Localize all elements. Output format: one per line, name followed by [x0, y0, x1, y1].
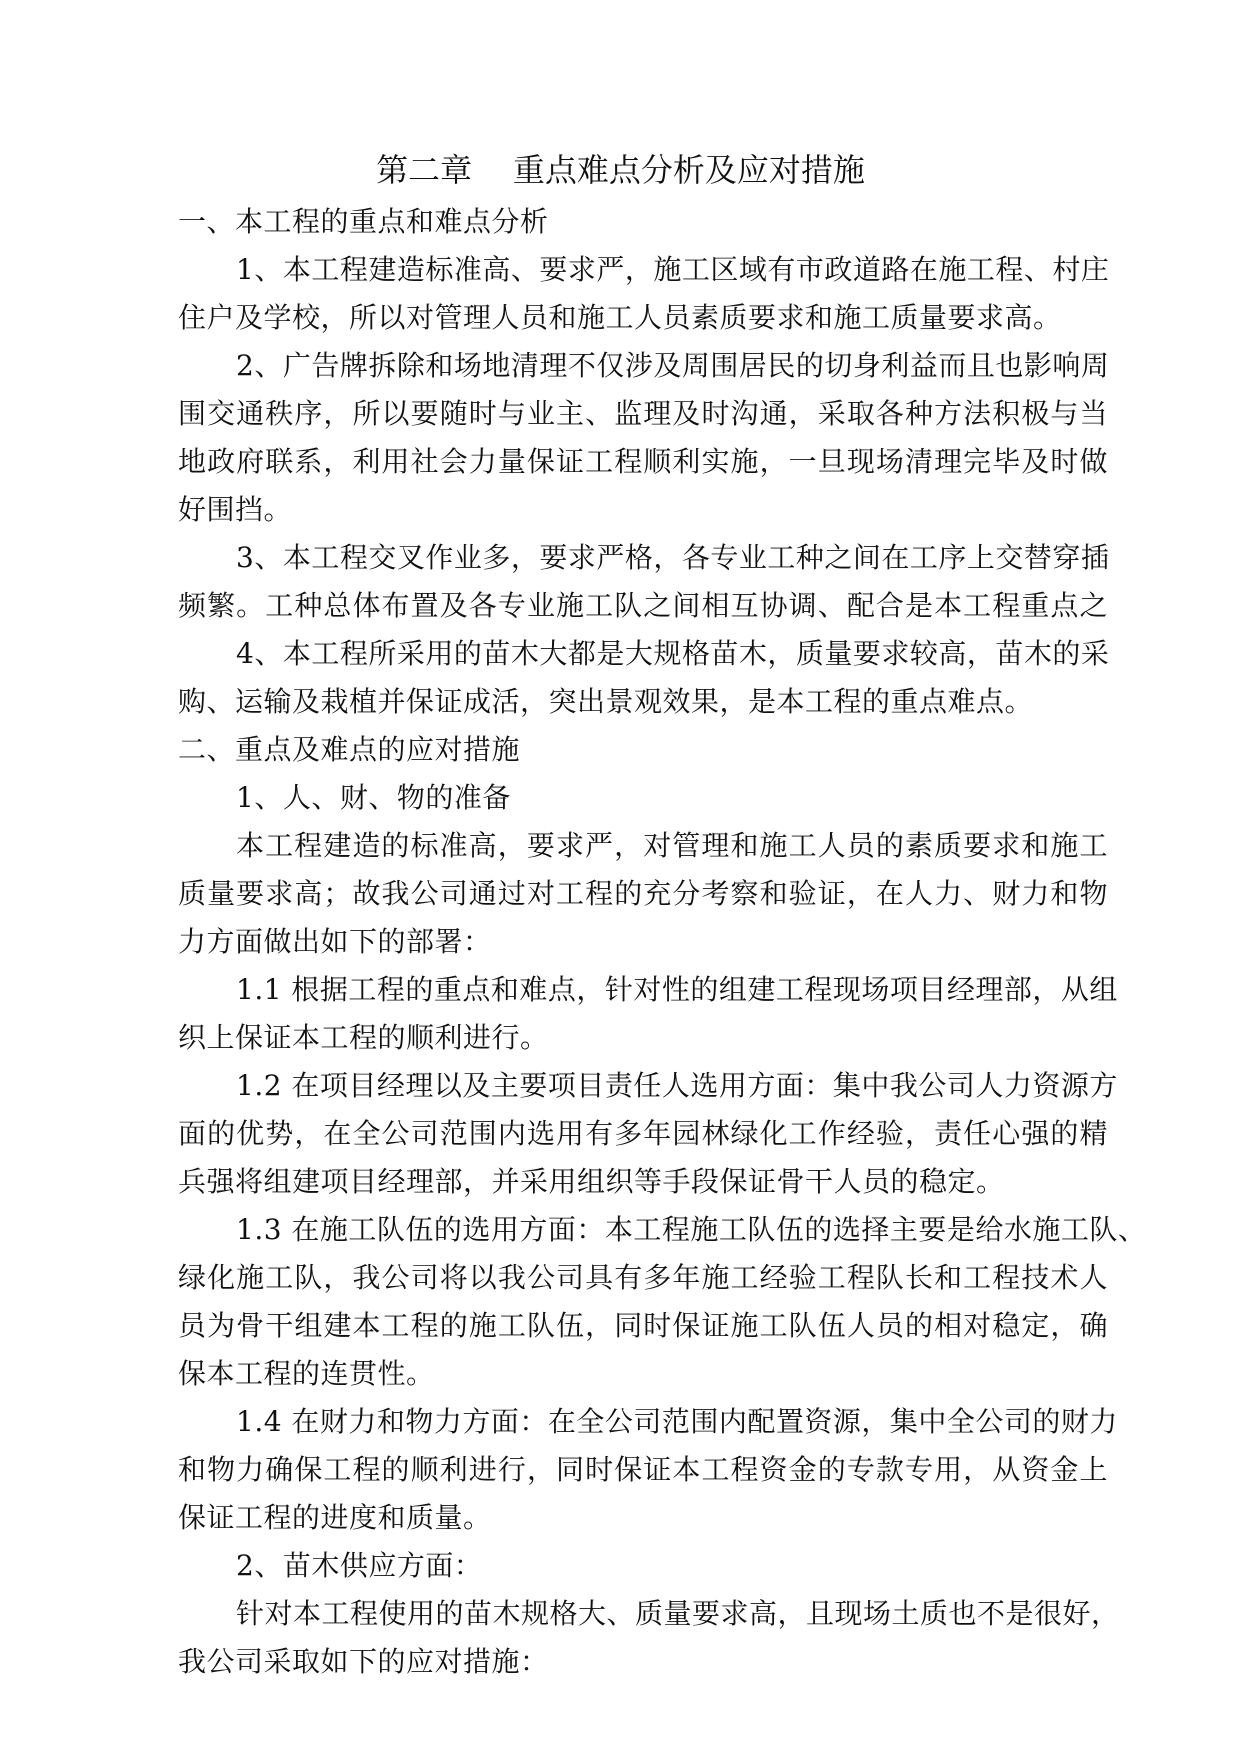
paragraph-line: 围交通秩序，所以要随时与业主、监理及时沟通，采取各种方法积极与当 — [178, 397, 1108, 430]
paragraph-line: 4、本工程所采用的苗木大都是大规格苗木，质量要求较高，苗木的采 — [236, 637, 1110, 670]
subsection-heading: 1、人、财、物的准备 — [236, 781, 511, 814]
paragraph-line: 和物力确保工程的顺利进行，同时保证本工程资金的专款专用，从资金上 — [178, 1453, 1108, 1486]
paragraph-line: 1.3 在施工队伍的选用方面：本工程施工队伍的选择主要是给水施工队、 — [236, 1213, 1147, 1246]
paragraph-line: 2、广告牌拆除和场地清理不仅涉及周围居民的切身利益而且也影响周 — [236, 349, 1110, 382]
paragraph-line: 地政府联系，利用社会力量保证工程顺利实施，一旦现场清理完毕及时做 — [178, 445, 1108, 478]
chapter-title: 第二章 重点难点分析及应对措施 — [376, 151, 865, 189]
paragraph-line: 织上保证本工程的顺利进行。 — [178, 1021, 549, 1054]
paragraph-line: 力方面做出如下的部署： — [178, 925, 492, 958]
paragraph-line: 质量要求高；故我公司通过对工程的充分考察和验证，在人力、财力和物 — [178, 877, 1108, 910]
paragraph-line: 员为骨干组建本工程的施工队伍，同时保证施工队伍人员的相对稳定，确 — [178, 1309, 1108, 1342]
section-heading: 一、本工程的重点和难点分析 — [178, 205, 549, 238]
paragraph-line: 保本工程的连贯性。 — [178, 1357, 435, 1390]
paragraph-line: 我公司采取如下的应对措施： — [178, 1645, 549, 1678]
paragraph-line: 1、本工程建造标准高、要求严，施工区域有市政道路在施工程、村庄 — [236, 253, 1110, 286]
paragraph-line: 住户及学校，所以对管理人员和施工人员素质要求和施工质量要求高。 — [178, 301, 1062, 334]
section-heading: 二、重点及难点的应对措施 — [178, 733, 521, 766]
paragraph-line: 1.1 根据工程的重点和难点，针对性的组建工程现场项目经理部，从组 — [236, 973, 1118, 1006]
paragraph-line: 针对本工程使用的苗木规格大、质量要求高，且现场土质也不是很好， — [236, 1597, 1120, 1630]
subsection-heading: 2、苗木供应方面： — [236, 1549, 483, 1582]
paragraph-line: 兵强将组建项目经理部，并采用组织等手段保证骨干人员的稳定。 — [178, 1165, 1005, 1198]
paragraph-line: 1.4 在财力和物力方面：在全公司范围内配置资源，集中全公司的财力 — [236, 1405, 1118, 1438]
paragraph-line: 1.2 在项目经理以及主要项目责任人选用方面：集中我公司人力资源方 — [236, 1069, 1118, 1102]
paragraph-line: 本工程建造的标准高，要求严，对管理和施工人员的素质要求和施工 — [236, 829, 1108, 862]
paragraph-line: 保证工程的进度和质量。 — [178, 1501, 492, 1534]
paragraph-line: 面的优势，在全公司范围内选用有多年园林绿化工作经验，责任心强的精 — [178, 1117, 1108, 1150]
paragraph-line: 购、运输及栽植并保证成活，突出景观效果，是本工程的重点难点。 — [178, 685, 1034, 718]
paragraph-line: 3、本工程交叉作业多，要求严格，各专业工种之间在工序上交替穿插 — [236, 541, 1110, 574]
paragraph-line: 频繁。工种总体布置及各专业施工队之间相互协调、配合是本工程重点之 — [178, 589, 1108, 622]
document-body — [178, 198, 1147, 1686]
paragraph-line: 绿化施工队，我公司将以我公司具有多年施工经验工程队长和工程技术人 — [178, 1261, 1108, 1294]
paragraph-line: 好围挡。 — [178, 493, 293, 526]
